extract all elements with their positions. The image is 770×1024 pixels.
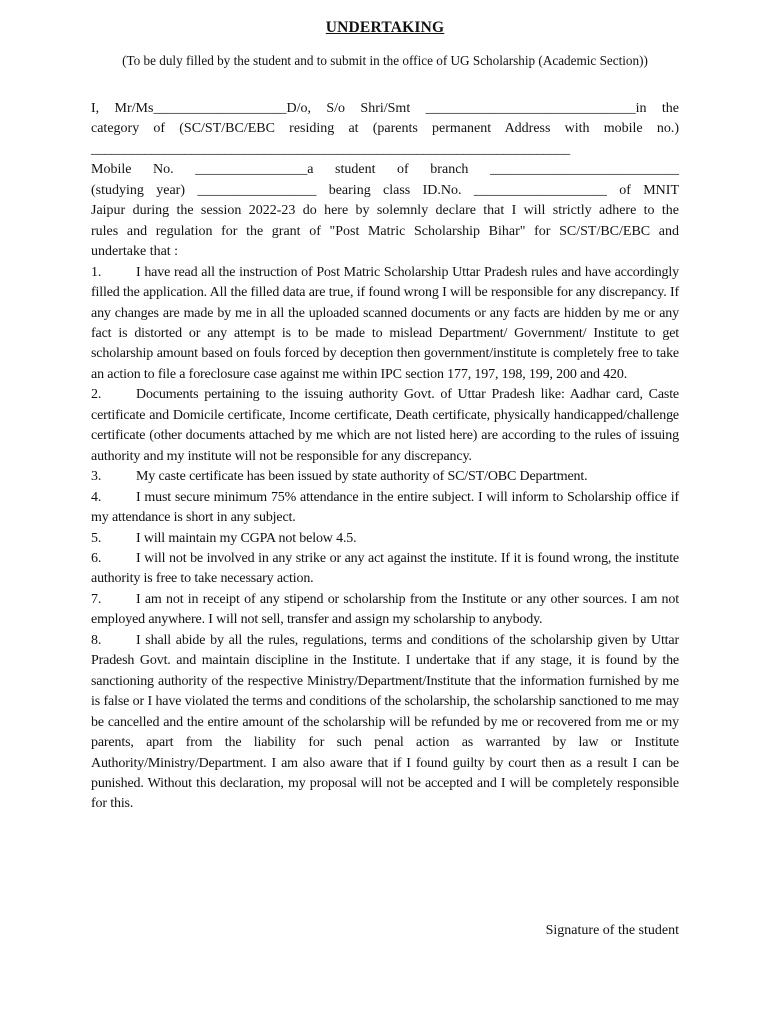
item-text: I am not in receipt of any stipend or scholarship from the Institute or any other sources. I am not employed anywhere. I will not sell, transfer and assign my scholarship to anybody. bbox=[91, 591, 679, 628]
item-text: I must secure minimum 75% attendance in the entire subject. I will inform to Scholarship office if my attendance is short in any subject. bbox=[91, 489, 679, 526]
list-item bbox=[91, 488, 679, 529]
list-item bbox=[91, 631, 679, 815]
student-signature-label: Signature of the student bbox=[545, 923, 679, 938]
category-line: category of (SC/ST/BC/EBC residing at (parents permanent Address with mobile no.) bbox=[91, 121, 679, 137]
page-title: UNDERTAKING bbox=[325, 19, 445, 36]
item-text: I will maintain my CGPA not below 4.5. bbox=[136, 530, 357, 546]
address-blank-line: ________________________________________________________________________ bbox=[91, 141, 570, 157]
item-text: Documents pertaining to the issuing authority Govt. of Uttar Pradesh like: Aadhar card, Caste certificate and Domicile certificate, Income certificate, Death certificate, physically handicapped/challenge certificate (other documents attached by me which are not listed here) are according to the rules of issuing authority and my institute will not be responsible for any discrepancy. bbox=[91, 387, 679, 464]
list-item bbox=[91, 529, 679, 549]
item-number: 2. bbox=[91, 387, 102, 403]
list-item bbox=[91, 549, 679, 590]
list-item bbox=[91, 385, 679, 467]
item-number: 6. bbox=[91, 550, 102, 566]
list-item bbox=[91, 263, 679, 386]
declaration-body bbox=[91, 99, 679, 815]
name-line: I, Mr/Ms___________________D/o, S/o Shri/Smt ______________________________in the bbox=[91, 101, 679, 116]
item-number: 3. bbox=[91, 469, 102, 485]
list-item bbox=[91, 467, 679, 487]
studying-year-line: (studying year) _________________ bearing class ID.No. ___________________ of MNIT bbox=[91, 182, 679, 198]
page-subtitle: (To be duly filled by the student and to submit in the office of UG Scholarship (Academic Section)) bbox=[122, 53, 648, 68]
item-number: 5. bbox=[91, 530, 102, 546]
item-text: I have read all the instruction of Post Matric Scholarship Uttar Pradesh rules and have accordingly filled the application. All the filled data are true, if found wrong I will be responsible for any discrepancy. If any changes are made by me in all the uploaded scanned documents or any facts are hidden by me or any fact is distorted or any attempt is to be made to mislead Department/ Government/ Institute to get scholarship amount based on fouls forced by deception then government/institute is completely free to take an action to file a foreclosure case against me within IPC section 177, 197, 198, 199, 200 and 420. bbox=[91, 264, 679, 382]
rules-line: rules and regulation for the grant of "Post Matric Scholarship Bihar" for SC/ST/BC/EBC and bbox=[91, 223, 679, 239]
mobile-line: Mobile No. ________________a student of branch ___________________________ bbox=[91, 162, 679, 178]
item-number: 7. bbox=[91, 591, 102, 607]
item-text: My caste certificate has been issued by state authority of SC/ST/OBC Department. bbox=[136, 469, 588, 485]
item-text: I will not be involved in any strike or any act against the institute. If it is found wrong, the institute authority is free to take necessary action. bbox=[91, 550, 679, 587]
item-number: 4. bbox=[91, 489, 102, 505]
session-line: Jaipur during the session 2022-23 do here by solemnly declare that I will strictly adhere to the bbox=[91, 203, 679, 219]
item-text: I shall abide by all the rules, regulations, terms and conditions of the scholarship given by Uttar Pradesh Govt. and maintain discipline in the Institute. I undertake that if any stage, it is found by the sanctioning authority of the respective Ministry/Department/Institute that the information furnished by me is false or I have violated the terms and conditions of the scholarship, the scholarship sanctioned to me may be cancelled and the entire amount of the scholarship will be refunded by me or recovered from me or my parents, apart from the liability for such penal action as warranted by law or Institute Authority/Ministry/Department. I am also aware that if I found guilty by court then as a result I can be punished. Without this declaration, my proposal will not be accepted and I will be completely responsible for this. bbox=[91, 632, 679, 812]
undertake-line: undertake that : bbox=[91, 244, 179, 260]
list-item bbox=[91, 590, 679, 631]
item-number: 8. bbox=[91, 632, 102, 648]
item-number: 1. bbox=[91, 264, 102, 280]
